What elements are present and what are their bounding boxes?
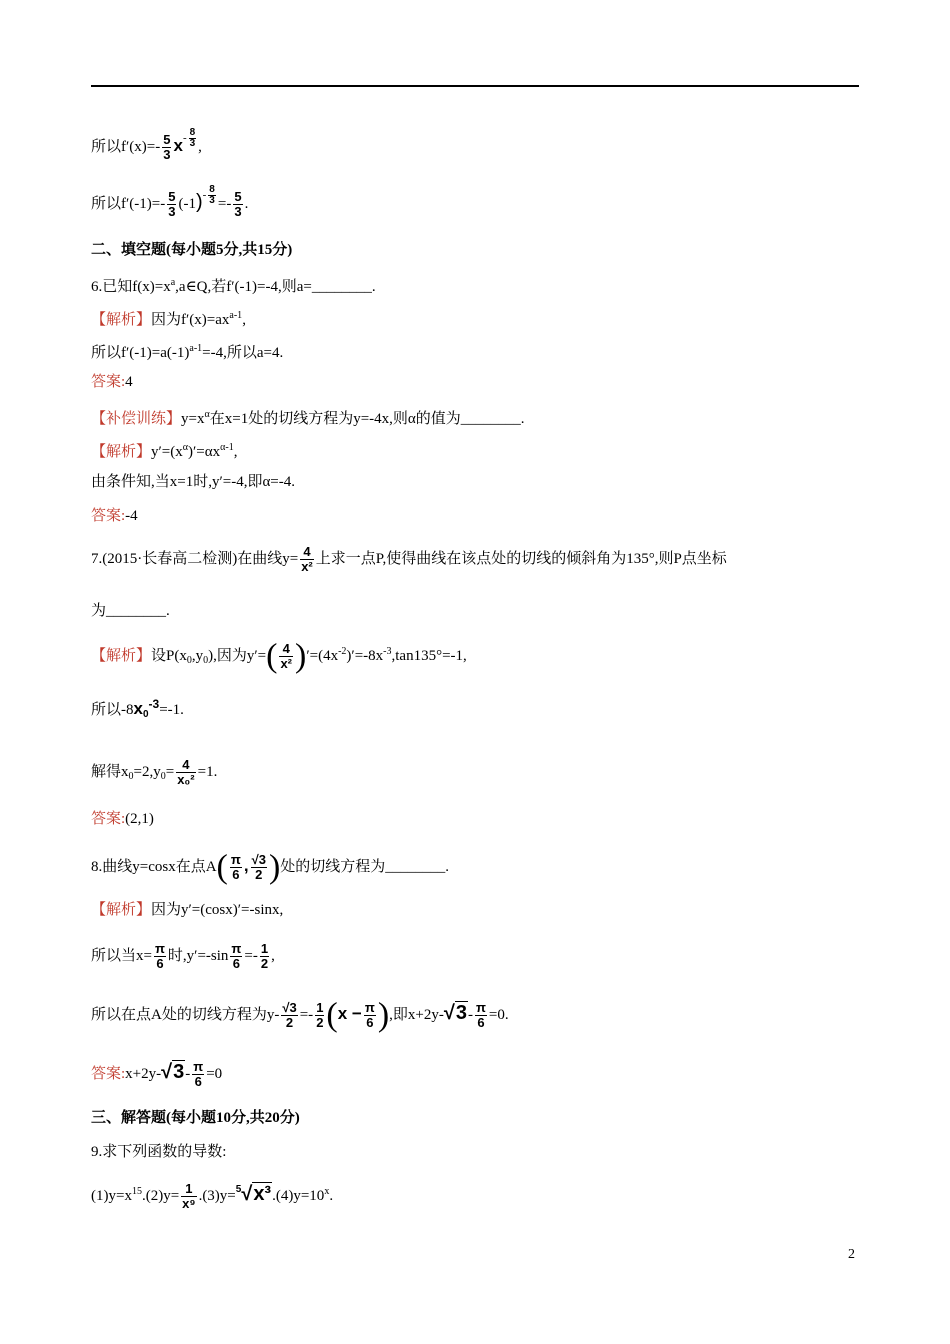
q8-analysis2: 所以当x= $\frac{\pi}{6}$ 时,y′=-sin $\frac{\pi}{6}$ =- $\frac{1}{2}$ , (91, 941, 275, 971)
q7-analysis2: 所以$-8x_0^{-3}=-1$. (91, 697, 184, 720)
sqrt-symbol: √3 (161, 1060, 185, 1083)
q6-analysis1: 【解析】因为$f'(x)=ax^{a-1}$, (91, 310, 246, 328)
supplementary-analysis2: 由条件知,当x=1时,y′=-4,即α=-4. (91, 474, 296, 490)
page-number: 2 (848, 1247, 855, 1262)
q6-answer: 答案:4 (91, 374, 133, 390)
q9-parts: $(1)y=x^{15}.(2)y=$ $\frac{1}{\text{x⁹}}$ $.(3)y=^5√x^3.(4)y=10^x$. (91, 1181, 334, 1212)
q7-analysis3: 解得$x_0=2,y_0=$ $\frac{4}{\text{x₀²}}$ =1. (91, 757, 218, 787)
q8-question: 8.曲线y=cosx在点A( $\frac{\pi}{6}$ , $\frac{√3}{2}$ )处的切线方程为________. (91, 848, 450, 886)
p5-line1: 所以f′(x)=- $\frac{5}{3}$ $x^{- \frac{8}{3}}$ , (91, 127, 202, 163)
q6-analysis2: 所以$f'(-1)=a(-1)^{a-1}=-4$,所以a=4. (91, 343, 284, 361)
q7-answer: 答案:(2,1) (91, 811, 154, 827)
section-solve-title: 三、解答题(每小题10分,共20分) (91, 1110, 300, 1126)
sqrt-symbol: √3 (443, 1001, 467, 1024)
header-rule (91, 85, 859, 87)
section-fill-in-title: 二、填空题(每小题5分,共15分) (91, 242, 293, 258)
supplementary-analysis1: 【解析】$y'=(x^\alpha)'=\alpha x^{\alpha-1}$, (91, 442, 238, 460)
q8-analysis1: 【解析】因为y′=(cosx)′=-sinx, (91, 902, 284, 918)
q9-question: 9.求下列函数的导数: (91, 1144, 227, 1160)
q6-question: 6.已知$f(x)=x^a,a\in Q$,若f′(-1)=-4,则a=________. (91, 277, 376, 295)
fraction: $\frac{5}{3}$ (163, 132, 171, 163)
supplementary-answer: 答案:-4 (91, 508, 138, 524)
q8-answer: 答案:x+2y-√3- $\frac{\pi}{6}$ =0 (91, 1059, 223, 1089)
q7-question-line2: 为________. (91, 603, 170, 619)
p5-line2: 所以f′(-1)=- $\frac{5}{3}$ $(-1)^{- \frac{8}{3}}$ =- $\frac{5}{3}$ . (91, 184, 249, 220)
q7-question: 7.(2015·长春高二检测)在曲线y= $\frac{4}{\text{x²}}$ 上求一点P,使得曲线在该点处的切线的倾斜角为135°,则P点坐标 (91, 544, 727, 574)
q8-analysis3: 所以在点A处的切线方程为y- $\frac{√3}{2}$ =- $\frac{1}{2}$ (x − $\frac{\pi}{6}$ ),即x+2y-√3- $\frac{\pi}{6}$ =0. (91, 996, 509, 1034)
q7-analysis1: 【解析】设$P(x_0,y_0)$,因为y′=( $\frac{4}{\text{x²}}$ )$'=(4x^{-2})'=-8x^{-3},\tan 135^\circ=-1$, (91, 637, 467, 675)
supplementary-question: 【补偿训练】$y=x^\alpha$在x=1处的切线方程为y=-4x,则α的值为________. (91, 409, 525, 427)
